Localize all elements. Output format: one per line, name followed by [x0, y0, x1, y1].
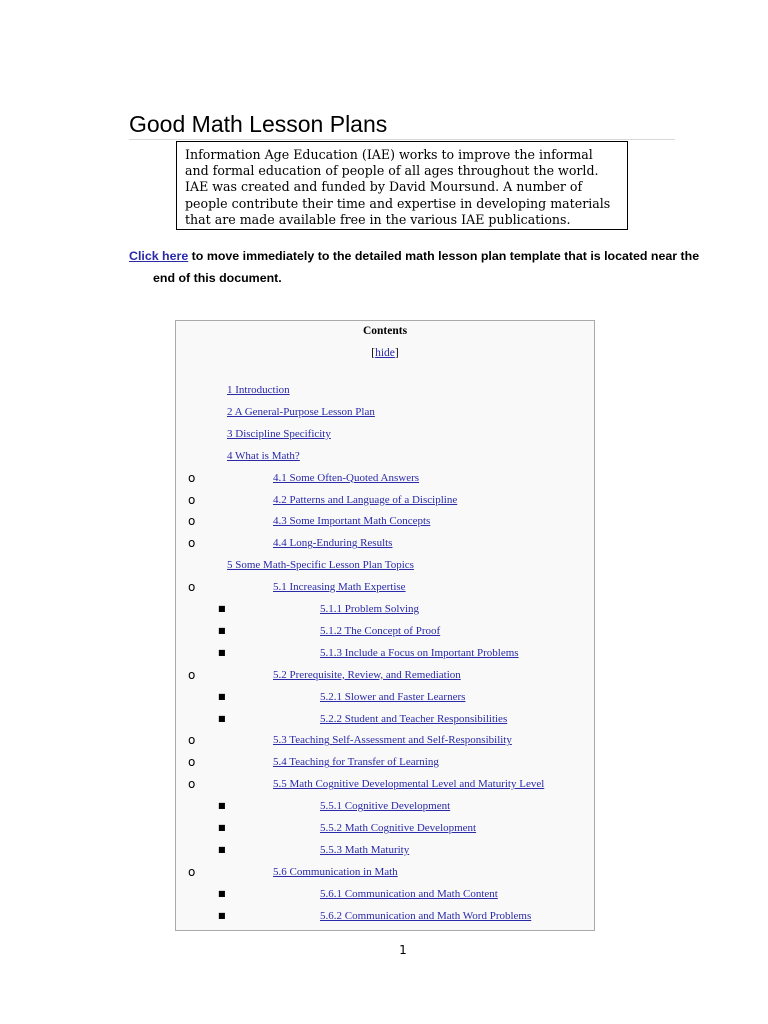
hollow-circle-bullet-icon: o: [188, 492, 196, 507]
square-bullet-icon: ■: [218, 910, 226, 920]
toc-item: [176, 908, 594, 924]
hollow-circle-bullet-icon: o: [188, 755, 196, 770]
toc-item: [176, 667, 594, 683]
toc-link[interactable]: 5.6.2 Communication and Math Word Problems: [320, 909, 532, 922]
hollow-circle-bullet-icon: o: [188, 733, 196, 748]
toc-link[interactable]: 3 Discipline Specificity: [227, 427, 331, 440]
toc-link[interactable]: 5.1.2 The Concept of Proof: [320, 624, 441, 637]
toc-item: [176, 557, 594, 573]
iae-info-box: [176, 141, 628, 230]
toc-hide-open-bracket: [: [371, 347, 376, 359]
iae-info-text: Information Age Education (IAE) works to improve the informal and formal education of people of all ages throughout the world. IAE was created and funded by David Moursund. A number of people contribute their time and expertise in developing materials that are made available free in the various IAE publications.: [185, 147, 611, 227]
hollow-circle-bullet-icon: o: [188, 864, 196, 879]
intro-text: to move immediately to the detailed math lesson plan template that is located near the end of this document.: [153, 249, 700, 285]
toc-link[interactable]: 5.2.2 Student and Teacher Responsibilities: [320, 712, 508, 725]
toc-item: [176, 886, 594, 902]
toc-link[interactable]: 5.6 Communication in Math: [273, 865, 398, 878]
square-bullet-icon: ■: [218, 713, 226, 723]
toc-hide-close-bracket: ]: [394, 347, 399, 359]
toc-item: [176, 754, 594, 770]
hollow-circle-bullet-icon: o: [188, 777, 196, 792]
toc-item: [176, 732, 594, 748]
intro-paragraph: [129, 245, 713, 289]
page-title: Good Math Lesson Plans: [129, 111, 388, 137]
toc-link[interactable]: 5.5.3 Math Maturity: [320, 843, 410, 856]
toc-item: [176, 864, 594, 880]
toc-link[interactable]: 5.1.3 Include a Focus on Important Problems: [320, 646, 519, 659]
square-bullet-icon: ■: [218, 647, 226, 657]
toc-link[interactable]: 4 What is Math?: [227, 449, 300, 462]
toc-link[interactable]: 5.5.1 Cognitive Development: [320, 800, 451, 813]
toc-link[interactable]: 4.4 Long-Enduring Results: [273, 537, 393, 550]
toc-link[interactable]: 5.4 Teaching for Transfer of Learning: [273, 756, 439, 769]
toc-link[interactable]: 5.1 Increasing Math Expertise: [273, 581, 406, 594]
toc-item: [176, 448, 594, 464]
square-bullet-icon: ■: [218, 844, 226, 854]
toc-item: [176, 820, 594, 836]
toc-item: [176, 579, 594, 595]
toc-link[interactable]: 5.3 Teaching Self-Assessment and Self-Responsibility: [273, 734, 512, 747]
click-here-link[interactable]: Click here: [129, 249, 189, 263]
square-bullet-icon: ■: [218, 888, 226, 898]
square-bullet-icon: ■: [218, 823, 226, 832]
toc-item: [176, 645, 594, 661]
hollow-circle-bullet-icon: o: [188, 667, 196, 682]
toc-link[interactable]: 5.5 Math Cognitive Developmental Level and Maturity Level: [273, 778, 545, 791]
toc-link[interactable]: 4.2 Patterns and Language of a Discipline: [273, 493, 458, 506]
toc-item: [176, 798, 594, 814]
toc-item: [176, 404, 594, 420]
toc-link[interactable]: 5 Some Math-Specific Lesson Plan Topics: [227, 559, 414, 572]
hollow-circle-bullet-icon: o: [188, 470, 196, 485]
toc-link[interactable]: 5.6.1 Communication and Math Content: [320, 887, 498, 900]
toc-item: [176, 623, 594, 639]
toc-link[interactable]: 5.5.2 Math Cognitive Development: [320, 822, 477, 834]
title-divider: [129, 139, 675, 140]
toc-link[interactable]: 4.3 Some Important Math Concepts: [273, 515, 431, 528]
toc-hide-toggle: [176, 347, 594, 359]
toc-link[interactable]: 5.2.1 Slower and Faster Learners: [320, 690, 466, 703]
toc-item: [176, 470, 594, 486]
toc-item: [176, 513, 594, 529]
hollow-circle-bullet-icon: o: [188, 514, 196, 529]
toc-item: [176, 776, 594, 792]
toc-item: [176, 535, 594, 551]
toc-heading: Contents: [362, 325, 408, 337]
square-bullet-icon: ■: [218, 691, 226, 701]
table-of-contents: [175, 320, 595, 931]
toc-item: [176, 426, 594, 442]
page-number: 1: [399, 943, 407, 957]
toc-item: [176, 711, 594, 727]
toc-link[interactable]: 5.1.1 Problem Solving: [320, 603, 420, 615]
toc-link[interactable]: 5.2 Prerequisite, Review, and Remediation: [273, 668, 461, 681]
toc-hide-link[interactable]: hide: [375, 347, 395, 359]
toc-link[interactable]: 1 Introduction: [227, 384, 290, 396]
toc-item: [176, 689, 594, 705]
toc-link[interactable]: 2 A General-Purpose Lesson Plan: [227, 405, 375, 418]
toc-item: [176, 382, 594, 398]
toc-item: [176, 492, 594, 508]
toc-link[interactable]: 4.1 Some Often-Quoted Answers: [273, 471, 420, 484]
square-bullet-icon: ■: [218, 801, 226, 811]
toc-item: [176, 842, 594, 858]
hollow-circle-bullet-icon: o: [188, 536, 196, 551]
square-bullet-icon: ■: [218, 604, 226, 613]
hollow-circle-bullet-icon: o: [188, 580, 196, 595]
toc-item: [176, 601, 594, 617]
square-bullet-icon: ■: [218, 625, 226, 635]
